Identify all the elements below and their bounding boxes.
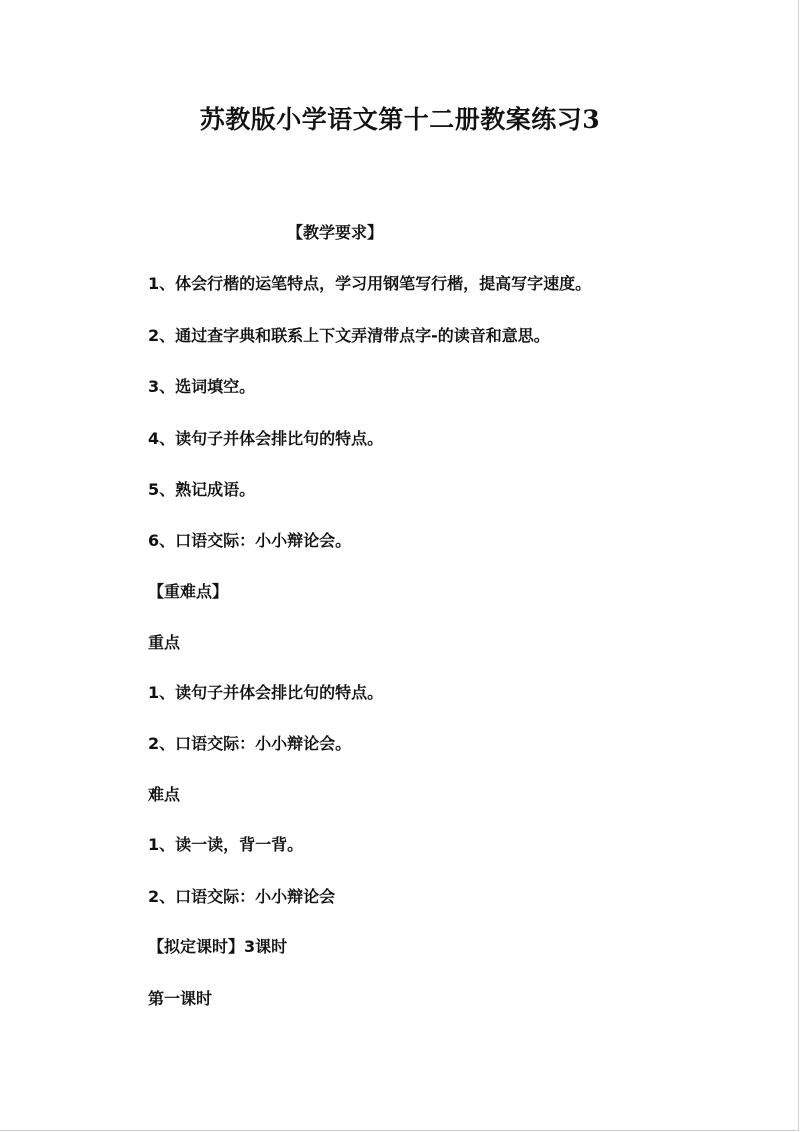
difficult-point-item-1: 1、读一读，背一背。 bbox=[148, 835, 304, 854]
requirement-item-6: 6、口语交际：小小辩论会。 bbox=[148, 531, 352, 550]
key-point-item-1: 1、读句子并体会排比句的特点。 bbox=[148, 683, 384, 702]
section-heading-key-difficult-points: 【重难点】 bbox=[148, 582, 229, 601]
requirement-item-4: 4、读句子并体会排比句的特点。 bbox=[148, 429, 384, 448]
key-point-item-2: 2、口语交际：小小辩论会。 bbox=[148, 734, 352, 753]
section-heading-teaching-requirements: 【教学要求】 bbox=[287, 223, 384, 242]
difficult-point-item-2: 2、口语交际：小小辩论会 bbox=[148, 887, 336, 906]
requirement-item-5: 5、熟记成语。 bbox=[148, 480, 256, 499]
planned-class-hours: 【拟定课时】3课时 bbox=[148, 937, 288, 956]
requirement-item-1: 1、体会行楷的运笔特点，学习用钢笔写行楷，提高写字速度。 bbox=[148, 274, 592, 293]
first-lesson-heading: 第一课时 bbox=[148, 989, 213, 1008]
requirement-item-3: 3、选词填空。 bbox=[148, 377, 256, 396]
requirement-item-2: 2、通过查字典和联系上下文弄清带点字-的读音和意思。 bbox=[148, 326, 550, 345]
document-title: 苏教版小学语文第十二册教案练习3 bbox=[199, 105, 601, 134]
subheading-key-points: 重点 bbox=[148, 633, 181, 652]
subheading-difficult-points: 难点 bbox=[148, 785, 181, 804]
